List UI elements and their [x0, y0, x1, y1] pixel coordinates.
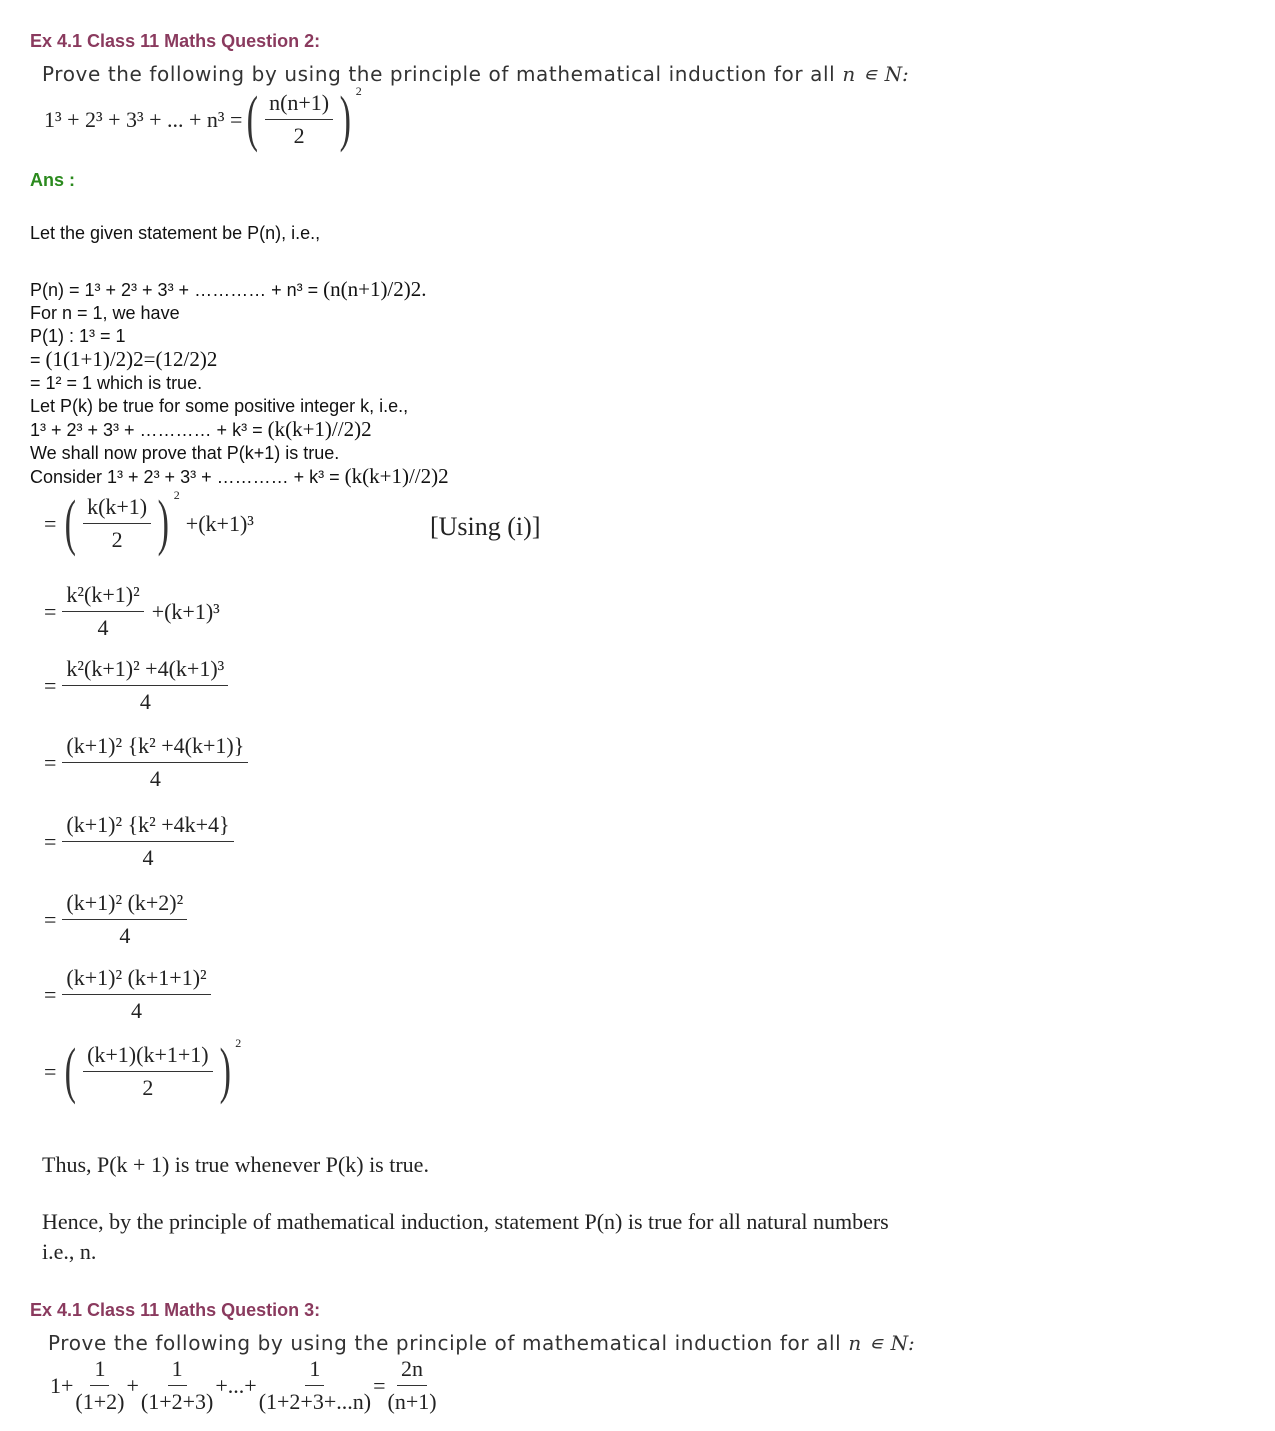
- step-denominator: 4: [97, 615, 109, 640]
- step-exponent: 2: [173, 488, 180, 502]
- derivation-step: [44, 582, 220, 641]
- equals-sign: =: [44, 906, 57, 932]
- step-numerator: (k+1)(k+1+1): [83, 1042, 213, 1072]
- question-2-formula: [44, 84, 362, 153]
- left-paren: (: [65, 1036, 77, 1105]
- shall-prove-line: We shall now prove that P(k+1) is true.: [30, 443, 340, 463]
- formula-lead: 1+: [50, 1372, 74, 1398]
- equals-sign: =: [44, 828, 57, 854]
- step-exponent: 2: [235, 1036, 242, 1050]
- step-numerator: (k+1)² {k² +4(k+1)}: [62, 733, 248, 763]
- step-denominator: 2: [111, 527, 123, 552]
- step-denominator: 4: [142, 845, 154, 870]
- derivation-step: [44, 656, 230, 715]
- formula-fraction: [265, 90, 333, 149]
- formula-numerator: n(n+1): [265, 90, 333, 120]
- step-numerator: k(k+1): [83, 494, 151, 524]
- step-fraction: [62, 965, 210, 1024]
- proof-lines: [30, 278, 449, 489]
- right-paren: ): [219, 1036, 231, 1105]
- equals-sign: =: [44, 1058, 57, 1084]
- using-note: [Using (i)]: [430, 512, 541, 541]
- prompt-set: n ∊ N:: [842, 62, 910, 86]
- question-3-formula: [50, 1356, 439, 1415]
- sum-k-line: 1³ + 2³ + 3³ + ………… + k³ = (k(k+1)//2)2: [30, 417, 372, 441]
- term-n: $\frac{1}{(1+2+3+...n)}$: [258, 1356, 372, 1414]
- step-denominator: 4: [131, 998, 143, 1023]
- formula-denominator: 2: [293, 123, 305, 148]
- let-pk-line: Let P(k) be true for some positive integer k, i.e.,: [30, 396, 409, 416]
- formula-exponent: 2: [355, 84, 362, 98]
- right-paren: ): [157, 488, 170, 557]
- step-numerator: (k+1)² (k+1+1)²: [62, 965, 210, 995]
- answer-label: Ans :: [30, 170, 75, 190]
- for-n1-line: For n = 1, we have: [30, 303, 180, 323]
- step-denominator: 4: [139, 689, 151, 714]
- question-3-prompt: [48, 1331, 915, 1355]
- equals-sign: =: [44, 598, 57, 624]
- step-numerator: k²(k+1)² +4(k+1)³: [62, 656, 228, 686]
- statement-intro: Let the given statement be P(n), i.e.,: [30, 223, 321, 243]
- one-squared-line: = 1² = 1 which is true.: [30, 373, 203, 393]
- step-fraction: [62, 890, 187, 949]
- step-fraction: [62, 582, 143, 641]
- equals-sign: =: [44, 981, 57, 1007]
- step-fraction: [62, 733, 248, 792]
- step-tail: +(k+1)³: [185, 510, 254, 536]
- derivation-step: [44, 488, 254, 557]
- step-fraction: [83, 494, 151, 553]
- formula-dots: +...+: [215, 1372, 257, 1398]
- term-1: $\frac{1}{(1+2)}$: [75, 1356, 125, 1414]
- left-paren: (: [247, 84, 259, 153]
- question-2-title: Ex 4.1 Class 11 Maths Question 2:: [30, 31, 321, 51]
- derivation-step: [44, 812, 236, 871]
- right-paren: ): [339, 84, 352, 153]
- p1-calc-line: = (1(1+1)/2)2=(12/2)2: [30, 347, 218, 371]
- plus: +: [126, 1372, 139, 1398]
- equals-sign: =: [44, 510, 57, 536]
- step-numerator: k²(k+1)²: [62, 582, 143, 612]
- step-fraction: [62, 656, 228, 715]
- step-denominator: 2: [142, 1075, 154, 1100]
- pn-line: P(n) = 1³ + 2³ + 3³ + ………… + n³ = (n(n+1)/2)2.: [30, 277, 427, 301]
- step-denominator: 4: [149, 766, 161, 791]
- step-numerator: (k+1)² {k² +4k+4}: [62, 812, 233, 842]
- prompt-text: Prove the following by using the principle of mathematical induction for all: [48, 1331, 842, 1355]
- question-3-title: Ex 4.1 Class 11 Maths Question 3:: [30, 1300, 321, 1320]
- term-2: $\frac{1}{(1+2+3)}$: [140, 1356, 214, 1414]
- formula-equals: =: [373, 1372, 386, 1398]
- derivation-step: [44, 1036, 242, 1105]
- left-paren: (: [65, 488, 77, 557]
- question-2-prompt: [42, 62, 909, 86]
- hence-paragraph: Hence, by the principle of mathematical induction, statement P(n) is true for all natural numbers i.e., n.: [42, 1209, 889, 1264]
- p1-line: P(1) : 1³ = 1: [30, 326, 126, 346]
- derivation-step: [44, 890, 189, 949]
- consider-line: Consider 1³ + 2³ + 3³ + ………… + k³ = (k(k+1)//2)2: [30, 464, 449, 488]
- step-denominator: 4: [119, 923, 131, 948]
- formula-lhs: 1³ + 2³ + 3³ + ... + n³ =: [44, 106, 243, 132]
- step-tail: +(k+1)³: [151, 598, 220, 624]
- thus-line: Thus, P(k + 1) is true whenever P(k) is true.: [42, 1152, 429, 1177]
- derivation-step: [44, 965, 213, 1024]
- equals-sign: =: [44, 749, 57, 775]
- step-fraction: [83, 1042, 213, 1101]
- prompt-set: n ∊ N:: [848, 1331, 916, 1355]
- derivation-step: [44, 733, 250, 792]
- equals-sign: =: [44, 672, 57, 698]
- prompt-text: Prove the following by using the principle of mathematical induction for all: [42, 62, 836, 86]
- rhs-fraction: $\frac{2n}{(n+1)}$: [387, 1356, 437, 1414]
- step-fraction: [62, 812, 233, 871]
- step-numerator: (k+1)² (k+2)²: [62, 890, 187, 920]
